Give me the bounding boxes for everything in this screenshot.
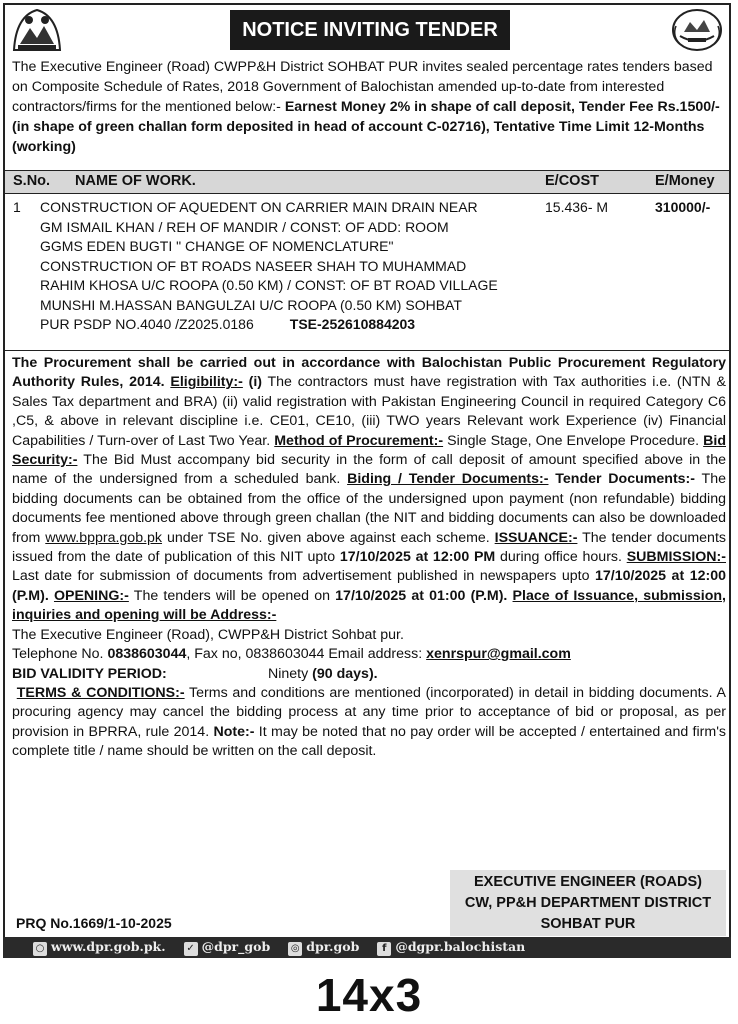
bid-validity-label: BID VALIDITY PERIOD: bbox=[12, 665, 167, 682]
footer-instagram-text: dpr.gob bbox=[306, 939, 360, 954]
row-e-money: 310000/- bbox=[655, 199, 711, 215]
table-row bbox=[5, 198, 729, 350]
ad-size-label: 14x3 bbox=[315, 969, 423, 1021]
work-line: GM ISMAIL KHAN / REH OF MANDIR / CONST: OF ADD: ROOM bbox=[40, 218, 449, 235]
signature-line-2: CW, PP&H DEPARTMENT DISTRICT bbox=[464, 895, 712, 911]
work-psdp-number: PUR PSDP NO.4040 /Z2025.0186 bbox=[40, 316, 254, 332]
signature-line-1: EXECUTIVE ENGINEER (ROADS) bbox=[474, 874, 702, 890]
issuance-text-2: during office hours. bbox=[495, 549, 627, 566]
bid-validity-text: Ninety bbox=[268, 665, 313, 682]
footer-website-text: www.dpr.gob.pk. bbox=[51, 939, 166, 954]
method-text: Single Stage, One Envelope Procedure. bbox=[443, 432, 704, 449]
header-e-cost: E/COST bbox=[545, 173, 599, 189]
prq-number: PRQ No.1669/1-10-2025 bbox=[16, 915, 172, 931]
intro-text: The Executive Engineer (Road) CWPP&H District SOHBAT PUR invites sealed percentage rates tenders based on Composite Schedule of Rates, 2018 Government of Balochistan amended up-to-date from interested contractors/firms for the mentioned below:- bbox=[12, 59, 713, 115]
documents-text: The bidding documents can be obtained from the office of the undersigned upon payment (non refundable) bidding documents fee mentioned above through green challan (the NIT and bidding documents can also be downloaded from bbox=[12, 471, 726, 546]
eligibility-label: Eligibility:- bbox=[170, 374, 243, 391]
telephone-number: 0838603044 bbox=[107, 646, 187, 663]
globe-icon: ○ bbox=[33, 942, 47, 956]
opening-text: The tenders will be opened on bbox=[128, 587, 336, 604]
note-text: It may be noted that no pay order will be accepted / entertained and firm's complete title / name should be written on the call deposit. bbox=[12, 723, 726, 760]
footer-twitter-text: @dpr_gob bbox=[201, 939, 271, 954]
bid-security-text: The Bid Must accompany bid security in the form of call deposit of amount specified above in the name of the undersigned from a scheduled bank. bbox=[12, 452, 726, 488]
issuance-text: The tender documents issued from the date of publication of this NIT upto bbox=[12, 529, 726, 566]
submission-label: SUBMISSION:- bbox=[626, 549, 726, 566]
issuance-date: 17/10/2025 at 12:00 PM bbox=[339, 549, 496, 566]
facebook-icon: f bbox=[377, 942, 391, 956]
work-line: CONSTRUCTION OF BT ROADS NASEER SHAH TO MUHAMMAD bbox=[40, 257, 467, 274]
bppra-website-link[interactable]: www.bppra.gob.pk bbox=[45, 529, 163, 546]
telephone-label: Telephone No. bbox=[12, 646, 108, 663]
address-label: Place of Issuance, submission, inquiries and opening will be Address:- bbox=[12, 587, 726, 624]
submission-text: Last date for submission of documents from advertisement published in newspapers upto bbox=[12, 568, 596, 585]
footer-twitter[interactable] bbox=[184, 939, 271, 956]
terms-text: Terms and conditions are mentioned (incorporated) in detail in bidding documents. A procuring agency may cancel the bidding process at any time prior to acceptance of bid or proposal, as per provision in BPRRA, rule 2014. bbox=[12, 684, 726, 740]
terms-label: TERMS & CONDITIONS:- bbox=[16, 684, 185, 701]
office-address: The Executive Engineer (Road), CWPP&H District Sohbat pur. bbox=[12, 626, 404, 643]
work-line: MUNSHI M.HASSAN BANGULZAI U/C ROOPA (0.50 KM) SOHBAT bbox=[40, 296, 462, 313]
work-line: RAHIM KHOSA U/C ROOPA (0.50 KM) / CONST: OF BT ROAD VILLAGE bbox=[40, 277, 498, 293]
signature-block bbox=[450, 870, 726, 936]
footer-website[interactable] bbox=[33, 939, 166, 956]
signature-line-3: SOHBAT PUR bbox=[540, 916, 636, 932]
tender-conditions-body bbox=[12, 354, 726, 762]
header-name-of-work: NAME OF WORK. bbox=[75, 173, 196, 189]
bid-security-label: Bid Security:- bbox=[12, 432, 726, 469]
tender-documents-label: Tender Documents:- bbox=[548, 471, 696, 488]
section-divider bbox=[5, 350, 729, 351]
instagram-icon: ◎ bbox=[288, 942, 302, 956]
fax-email-text: , Fax no, 0838603044 Email address: bbox=[186, 646, 427, 663]
row-sno: 1 bbox=[13, 199, 21, 215]
balochistan-emblem-left-logo bbox=[10, 6, 64, 54]
page-title: NOTICE INVITING TENDER bbox=[230, 10, 510, 50]
bidding-documents-label: Biding / Tender Documents:- bbox=[347, 471, 549, 488]
dpr-footer-bar bbox=[3, 937, 731, 958]
footer-facebook-text: @dgpr.balochistan bbox=[395, 939, 526, 954]
submission-date: 17/10/2025 at 12:00 (P.M). bbox=[12, 568, 726, 604]
row-e-cost: 15.436- M bbox=[545, 199, 609, 215]
documents-text-2: under TSE No. given above against each scheme. bbox=[162, 529, 495, 546]
note-label: Note:- bbox=[213, 723, 255, 740]
table-header bbox=[5, 170, 729, 194]
email-link[interactable]: xenrspur@gmail.com bbox=[426, 646, 571, 663]
method-label: Method of Procurement:- bbox=[274, 432, 444, 449]
eligibility-text: The contractors must have registration with Tax authorities i.e. (NTN & Sales Tax department and BRA) (ii) valid registration with Pakistan Engineering Council in required Category C6 ,C5, & above in relevant discipline i.e. CE01, CE10, (iii) TWO years Relevant work Experience (iv) Financial Capabilities / Turn-over of Last Two Year. bbox=[12, 374, 726, 449]
tse-number: TSE-252610884203 bbox=[289, 316, 416, 332]
issuance-label: ISSUANCE:- bbox=[494, 529, 578, 546]
intro-fee-terms: Earnest Money 2% in shape of call deposit, Tender Fee Rs.1500/- (in shape of green challan form deposited in head of account C-02716), Tentative Time Limit 12-Months (working) bbox=[12, 99, 720, 155]
government-seal-right-logo bbox=[670, 6, 724, 54]
opening-label: OPENING:- bbox=[53, 587, 129, 604]
opening-date: 17/10/2025 at 01:00 (P.M). bbox=[335, 587, 508, 604]
procurement-rules: The Procurement shall be carried out in accordance with Balochistan Public Procurement Regulatory Authority Rules, 2014. bbox=[12, 355, 726, 391]
eligibility-i: (i) bbox=[242, 374, 263, 391]
footer-instagram[interactable] bbox=[288, 939, 359, 956]
header-e-money: E/Money bbox=[655, 173, 715, 189]
work-line: CONSTRUCTION OF AQUEDENT ON CARRIER MAIN DRAIN NEAR bbox=[40, 199, 478, 215]
intro-paragraph bbox=[12, 57, 728, 157]
row-work-description bbox=[40, 198, 550, 335]
twitter-icon: ✓ bbox=[184, 942, 198, 956]
bid-validity-days: (90 days). bbox=[312, 665, 378, 682]
work-line-last bbox=[40, 315, 550, 335]
work-line: GGMS EDEN BUGTI " CHANGE OF NOMENCLATURE" bbox=[40, 238, 394, 254]
header-sno: S.No. bbox=[13, 173, 51, 189]
footer-facebook[interactable] bbox=[377, 939, 525, 956]
